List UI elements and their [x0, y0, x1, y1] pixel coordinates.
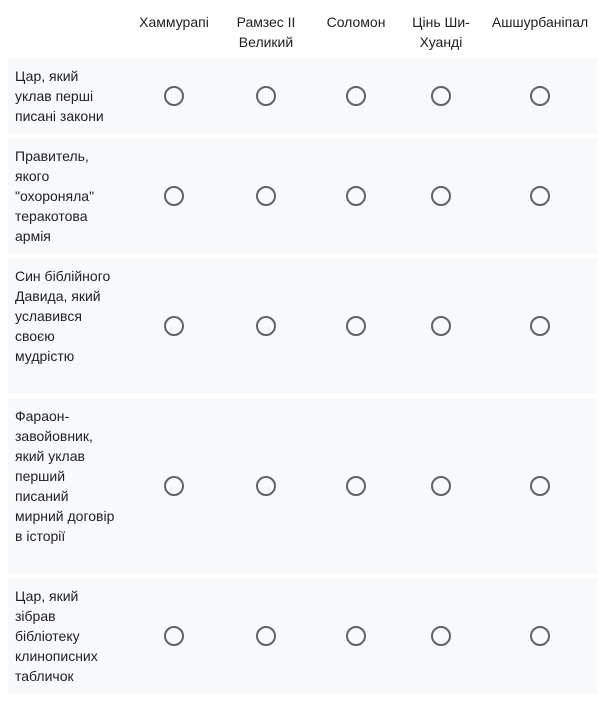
radio-option[interactable]: [256, 186, 276, 206]
radio-option[interactable]: [530, 316, 550, 336]
radio-option[interactable]: [431, 86, 451, 106]
column-header-qin-shi-huang: Цінь Ши- Хуанді: [412, 14, 470, 50]
radio-option[interactable]: [256, 86, 276, 106]
radio-option[interactable]: [346, 86, 366, 106]
grid-row-5: [8, 578, 597, 694]
radio-option[interactable]: [431, 476, 451, 496]
grid-row-4: [8, 398, 597, 574]
radio-option[interactable]: [431, 626, 451, 646]
radio-option[interactable]: [256, 316, 276, 336]
radio-option[interactable]: [256, 626, 276, 646]
grid-row-2: [8, 138, 597, 254]
radio-option[interactable]: [164, 476, 184, 496]
radio-option[interactable]: [346, 186, 366, 206]
grid-header: [0, 0, 604, 58]
radio-option[interactable]: [164, 626, 184, 646]
radio-option[interactable]: [346, 316, 366, 336]
radio-option[interactable]: [530, 86, 550, 106]
radio-option[interactable]: [530, 476, 550, 496]
column-header-ashurbanipal: Ашшурбаніпал: [491, 14, 589, 30]
column-header-solomon: Соломон: [326, 14, 386, 30]
radio-option[interactable]: [164, 316, 184, 336]
radio-option[interactable]: [530, 626, 550, 646]
radio-option[interactable]: [346, 476, 366, 496]
grid-row-1: [8, 58, 597, 134]
row-label: Цар, який уклав перші писані закони: [15, 68, 104, 124]
row-label: Цар, який зібрав бібліотеку клинописних табличок: [15, 588, 98, 684]
radio-option[interactable]: [431, 186, 451, 206]
radio-option[interactable]: [164, 186, 184, 206]
row-label: Син біблійного Давида, який уславився своєю мудрістю: [15, 268, 111, 364]
radio-option[interactable]: [431, 316, 451, 336]
radio-option[interactable]: [530, 186, 550, 206]
radio-option[interactable]: [256, 476, 276, 496]
radio-option[interactable]: [346, 626, 366, 646]
radio-option[interactable]: [164, 86, 184, 106]
row-label: Правитель, якого "охороняла" теракотова армія: [15, 148, 95, 244]
grid-row-3: [8, 258, 597, 394]
row-label: Фараон-завойовник, який уклав перший писаний мирний договір в історії: [15, 408, 115, 544]
column-header-ramesses: Рамзес II Великий: [236, 14, 296, 50]
column-header-hammurabi: Хаммурапі: [139, 14, 209, 30]
